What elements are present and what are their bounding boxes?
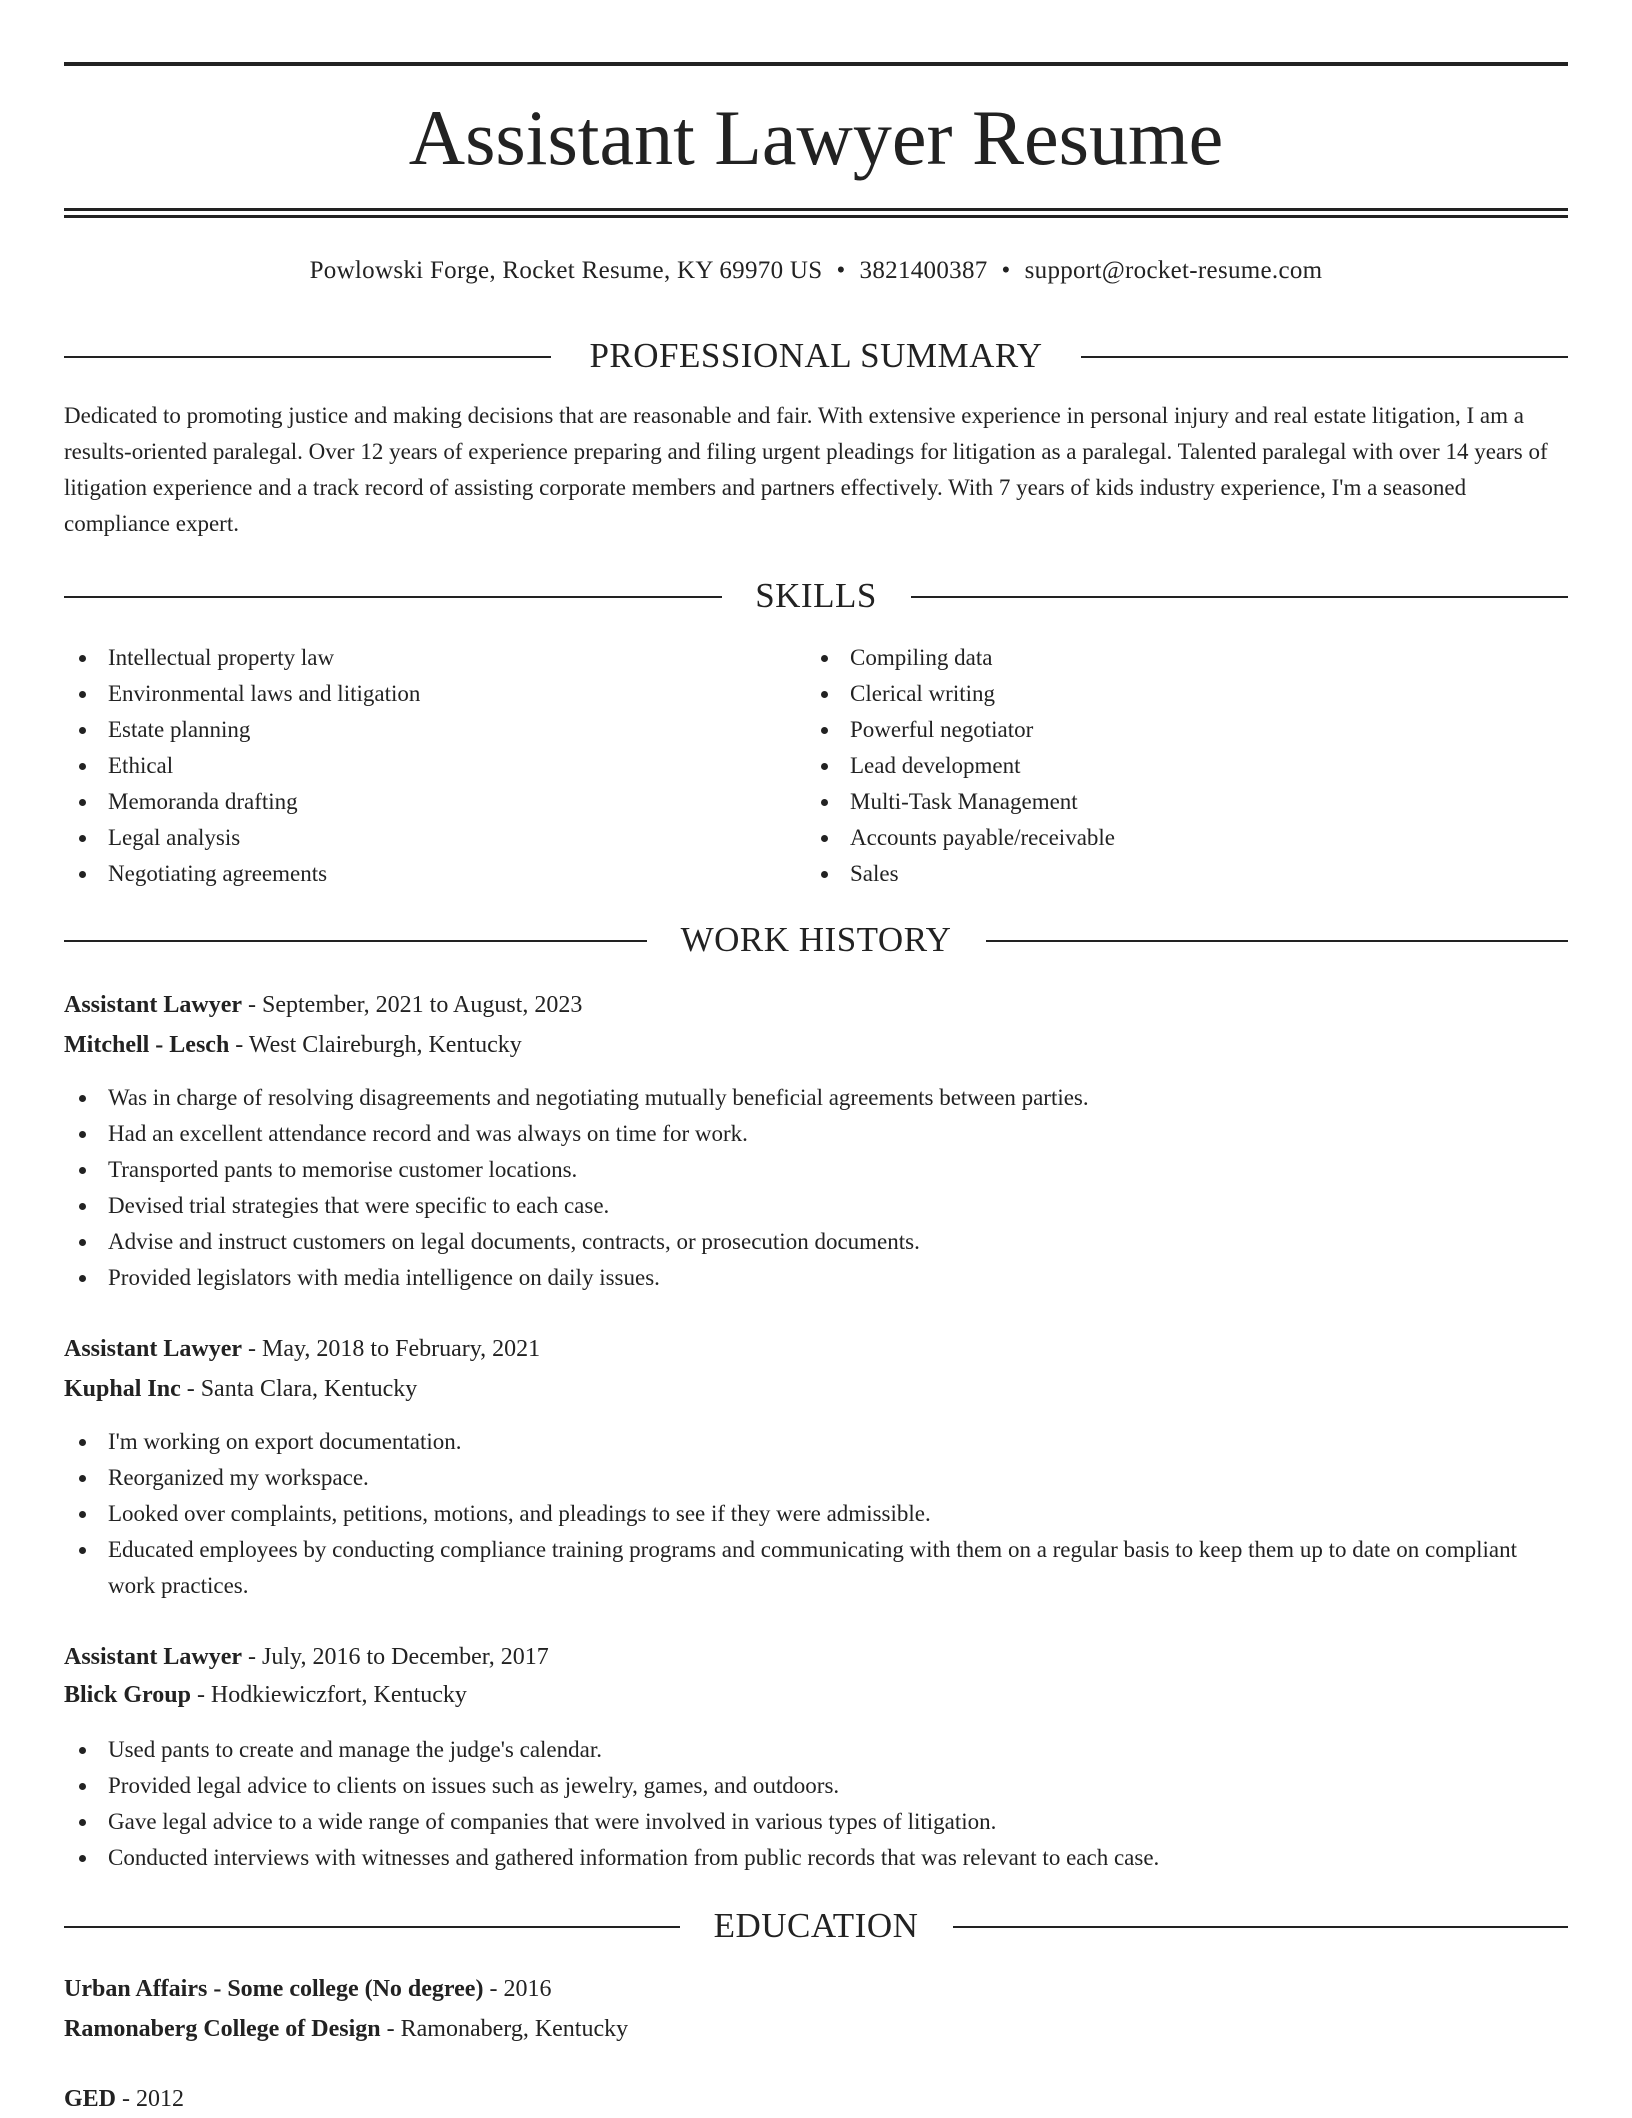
- education-school: Ramonaberg College of Design: [64, 2016, 381, 2042]
- job-bullet: Advise and instruct customers on legal documents, contracts, or prosecution documents.: [64, 1224, 1568, 1260]
- skills-list-left: [64, 640, 764, 892]
- education-section-heading: [64, 1904, 1568, 1948]
- education-year: - 2012: [116, 2086, 185, 2112]
- work-heading-label: WORK HISTORY: [680, 920, 952, 959]
- education-school-line: [64, 2010, 1568, 2048]
- contact-email[interactable]: support@rocket-resume.com: [1024, 257, 1323, 284]
- skill-item: Clerical writing: [806, 676, 1506, 712]
- job-bullet: Devised trial strategies that were specific to each case.: [64, 1188, 1568, 1224]
- job-bullet: Provided legal advice to clients on issues such as jewelry, games, and outdoors.: [64, 1768, 1568, 1804]
- job-company: Blick Group: [64, 1682, 191, 1708]
- job-location: - Santa Clara, Kentucky: [180, 1376, 418, 1402]
- job-bullet: Looked over complaints, petitions, motions, and pleadings to see if they were admissible.: [64, 1496, 1568, 1532]
- summary-text: Dedicated to promoting justice and making decisions that are reasonable and fair. With extensive experience in personal injury and real estate litigation, I am a results-oriented paralegal. Over 12 years of experience preparing and filing urgent pleadings for litigation as a paralegal. Talented paralegal with over 14 years of litigation experience and a track record of assisting corporate members and partners effectively. With 7 years of kids industry experience, I'm a seasoned compliance expert.: [64, 403, 1548, 536]
- job-company-line: [64, 1370, 1568, 1408]
- heading-rule-right: [953, 1926, 1568, 1928]
- education-heading-label: EDUCATION: [713, 1906, 919, 1945]
- job-location: - Hodkiewiczfort, Kentucky: [190, 1682, 467, 1708]
- skill-item: Multi-Task Management: [806, 784, 1506, 820]
- skill-item: Estate planning: [64, 712, 764, 748]
- job-bullet: Was in charge of resolving disagreements and negotiating mutually beneficial agreements between parties.: [64, 1080, 1568, 1116]
- job-bullet: Conducted interviews with witnesses and gathered information from public records that was relevant to each case.: [64, 1840, 1568, 1876]
- education-year: - 2016: [483, 1976, 552, 2002]
- job-title-line: [64, 986, 1568, 1024]
- skills-list-right: [806, 640, 1506, 892]
- education-location: - Ramonaberg, Kentucky: [380, 2016, 629, 2042]
- skill-item: Intellectual property law: [64, 640, 764, 676]
- education-degree-line: [64, 2080, 1568, 2118]
- job-bullet: Had an excellent attendance record and was always on time for work.: [64, 1116, 1568, 1152]
- skills-section-heading: [64, 574, 1568, 618]
- skills-heading-label: SKILLS: [755, 576, 877, 615]
- job-company: Mitchell - Lesch: [64, 1032, 230, 1058]
- summary-section-heading: [64, 334, 1568, 378]
- education-degree: Urban Affairs - Some college (No degree): [64, 1976, 484, 2002]
- skill-item: Negotiating agreements: [64, 856, 764, 892]
- top-rule: [64, 62, 1568, 66]
- heading-rule-right: [911, 596, 1568, 598]
- job-dates: - July, 2016 to December, 2017: [242, 1644, 549, 1670]
- job-bullets: [64, 1080, 1568, 1296]
- job-company-line: [64, 1026, 1568, 1064]
- job-bullet: Reorganized my workspace.: [64, 1460, 1568, 1496]
- job-bullets: [64, 1732, 1568, 1876]
- skill-item: Lead development: [806, 748, 1506, 784]
- job-bullet: Used pants to create and manage the judge's calendar.: [64, 1732, 1568, 1768]
- skill-item: Memoranda drafting: [64, 784, 764, 820]
- education-degree: GED: [64, 2086, 117, 2112]
- work-section-heading: [64, 918, 1568, 962]
- job-bullet: Gave legal advice to a wide range of companies that were involved in various types of litigation.: [64, 1804, 1568, 1840]
- skill-item: Accounts payable/receivable: [806, 820, 1506, 856]
- job-dates: - September, 2021 to August, 2023: [242, 992, 583, 1018]
- title-double-rule: [64, 208, 1568, 218]
- summary-heading-label: PROFESSIONAL SUMMARY: [589, 336, 1043, 375]
- contact-phone[interactable]: 3821400387: [859, 257, 988, 284]
- job-title-line: [64, 1330, 1568, 1368]
- job-company-line: [64, 1676, 1568, 1714]
- job-title: Assistant Lawyer: [64, 992, 242, 1018]
- skill-item: Sales: [806, 856, 1506, 892]
- contact-separator: •: [1001, 257, 1011, 284]
- job-location: - West Claireburgh, Kentucky: [229, 1032, 522, 1058]
- contact-separator: •: [836, 257, 846, 284]
- job-bullet: Provided legislators with media intelligence on daily issues.: [64, 1260, 1568, 1296]
- job-title: Assistant Lawyer: [64, 1644, 242, 1670]
- skill-item: Environmental laws and litigation: [64, 676, 764, 712]
- skill-item: Legal analysis: [64, 820, 764, 856]
- skill-item: Powerful negotiator: [806, 712, 1506, 748]
- job-dates: - May, 2018 to February, 2021: [242, 1336, 541, 1362]
- job-title-line: [64, 1638, 1568, 1676]
- contact-address: Powlowski Forge, Rocket Resume, KY 69970 US: [309, 257, 823, 284]
- job-bullets: [64, 1424, 1568, 1604]
- job-bullet: I'm working on export documentation.: [64, 1424, 1568, 1460]
- education-degree-line: [64, 1970, 1568, 2008]
- heading-rule-right: [986, 940, 1568, 942]
- job-bullet: Educated employees by conducting compliance training programs and communicating with them on a regular basis to keep them up to date on compliant work practices.: [64, 1532, 1568, 1604]
- job-company: Kuphal Inc: [64, 1376, 181, 1402]
- contact-line: [64, 252, 1568, 290]
- resume-title: Assistant Lawyer Resume: [408, 94, 1224, 181]
- heading-rule-right: [1081, 356, 1568, 358]
- skill-item: Ethical: [64, 748, 764, 784]
- skill-item: Compiling data: [806, 640, 1506, 676]
- job-title: Assistant Lawyer: [64, 1336, 242, 1362]
- job-bullet: Transported pants to memorise customer locations.: [64, 1152, 1568, 1188]
